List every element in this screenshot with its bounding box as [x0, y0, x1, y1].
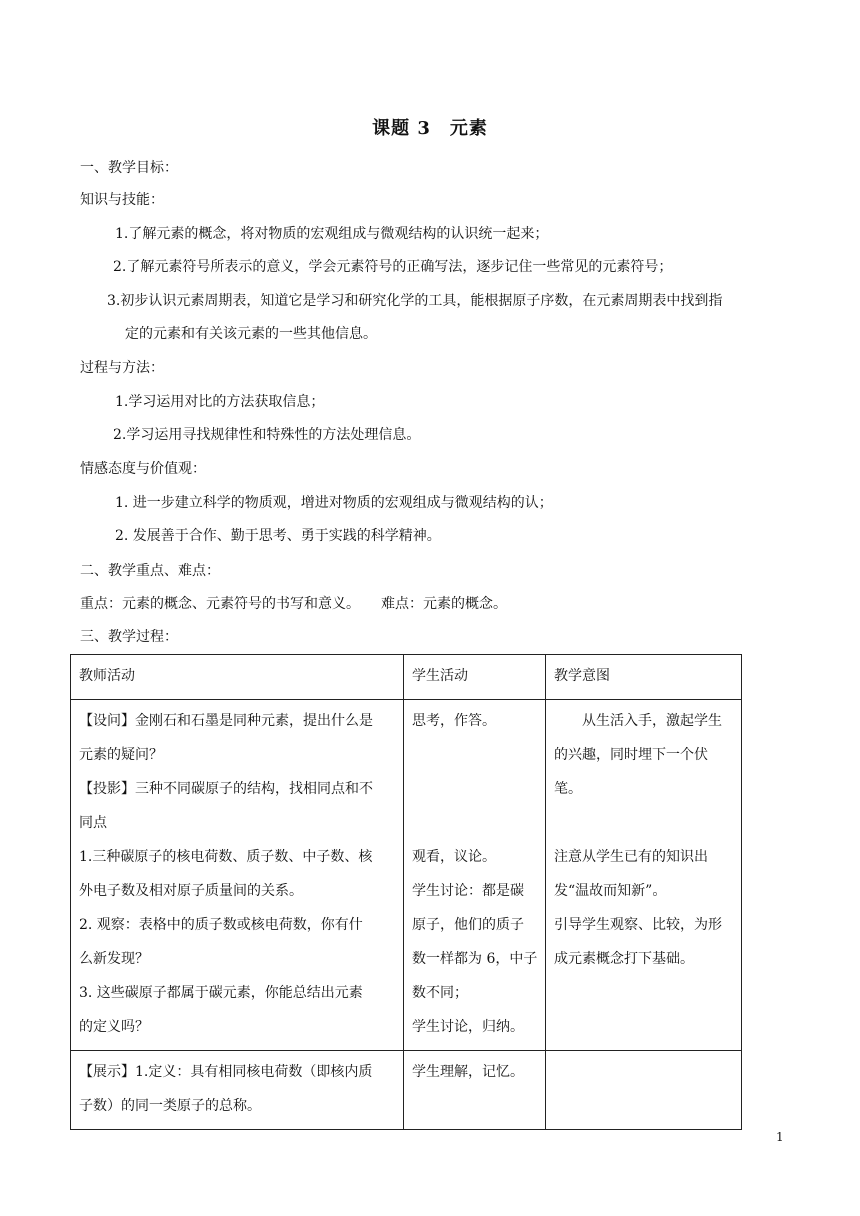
cell-line: 么新发现？	[79, 951, 149, 967]
goals-heading: 一、教学目标：	[80, 160, 178, 176]
cell-line: 【展示】1.定义：具有相同核电荷数（即核内质	[79, 1064, 373, 1080]
teacher-activity-cell	[71, 1051, 404, 1130]
cell-line: 【投影】三种不同碳原子的结构，找相同点和不	[79, 781, 373, 797]
cell-line: 引导学生观察、比较，为形	[554, 917, 722, 933]
cell-line: 外电子数及相对原子质量间的关系。	[79, 883, 303, 899]
cell-line: 思考，作答。	[412, 713, 496, 729]
cell-line: 学生理解，记忆。	[412, 1064, 524, 1080]
process-item: 2.学习运用寻找规律性和特殊性的方法处理信息。	[113, 427, 421, 443]
key-points: 重点：元素的概念、元素符号的书写和意义。 难点：元素的概念。	[80, 596, 507, 612]
spacer	[554, 806, 733, 840]
cell-line: 【设问】金刚石和石墨是同种元素，提出什么是	[79, 713, 373, 729]
knowledge-item: 3.初步认识元素周期表，知道它是学习和研究化学的工具，能根据原子序数，在元素周期表中找到指	[107, 293, 723, 309]
cell-line: 学生讨论：都是碳	[412, 883, 524, 899]
knowledge-heading: 知识与技能：	[80, 192, 164, 208]
student-activity-cell	[404, 700, 546, 1051]
knowledge-item: 2.了解元素符号所表示的意义，学会元素符号的正确写法，逐步记住一些常见的元素符号；	[113, 259, 673, 275]
cell-line: 原子，他们的质子	[412, 917, 524, 933]
page-number: 1	[776, 1130, 784, 1144]
cell-line: 发“温故而知新”。	[554, 883, 667, 899]
cell-line: 学生讨论，归纳。	[412, 1019, 524, 1035]
cell-line: 子数）的同一类原子的总称。	[79, 1098, 261, 1114]
knowledge-item: 1.了解元素的概念，将对物质的宏观组成与微观结构的认识统一起来；	[115, 226, 549, 242]
process-heading: 过程与方法：	[80, 360, 164, 376]
table-header-row	[71, 655, 742, 700]
emotion-item: 1. 进一步建立科学的物质观，增进对物质的宏观组成与微观结构的认；	[115, 495, 553, 511]
table-row	[71, 1051, 742, 1130]
student-activity-cell	[404, 1051, 546, 1130]
document-title: 课题 3 元素	[372, 118, 488, 139]
cell-line: 的兴趣，同时埋下一个伏	[554, 747, 708, 763]
teaching-intent-cell	[546, 700, 742, 1051]
cell-line: 从生活入手，激起学生	[582, 713, 722, 729]
teacher-activity-cell	[71, 700, 404, 1051]
cell-line: 笔。	[554, 781, 582, 797]
emotion-item: 2. 发展善于合作、勤于思考、勇于实践的科学精神。	[115, 528, 441, 544]
cell-line: 注意从学生已有的知识出	[554, 849, 708, 865]
cell-line: 2. 观察：表格中的质子数或核电荷数，你有什	[79, 917, 363, 933]
cell-line: 成元素概念打下基础。	[554, 951, 694, 967]
spacer	[412, 806, 537, 840]
header-student-activity: 学生活动	[404, 655, 546, 700]
table-row	[71, 700, 742, 1051]
spacer	[412, 738, 537, 806]
cell-line: 数不同；	[412, 985, 468, 1001]
emotion-heading: 情感态度与价值观：	[80, 461, 206, 477]
cell-line: 3. 这些碳原子都属于碳元素，你能总结出元素	[79, 985, 363, 1001]
teaching-intent-cell	[546, 1051, 742, 1130]
cell-line: 数一样都为 6，中子	[412, 951, 538, 967]
cell-line: 同点	[79, 815, 107, 831]
lesson-process-table	[70, 654, 742, 1130]
process-table-heading: 三、教学过程：	[80, 629, 178, 645]
cell-line: 的定义吗？	[79, 1019, 149, 1035]
header-teacher-activity: 教师活动	[71, 655, 404, 700]
process-item: 1.学习运用对比的方法获取信息；	[115, 394, 325, 410]
key-heading: 二、教学重点、难点：	[80, 563, 220, 579]
cell-line: 1.三种碳原子的核电荷数、质子数、中子数、核	[79, 849, 373, 865]
cell-line: 观看，议论。	[412, 849, 496, 865]
knowledge-item-continued: 定的元素和有关该元素的一些其他信息。	[125, 326, 377, 342]
header-teaching-intent: 教学意图	[546, 655, 742, 700]
cell-line: 元素的疑问？	[79, 747, 163, 763]
